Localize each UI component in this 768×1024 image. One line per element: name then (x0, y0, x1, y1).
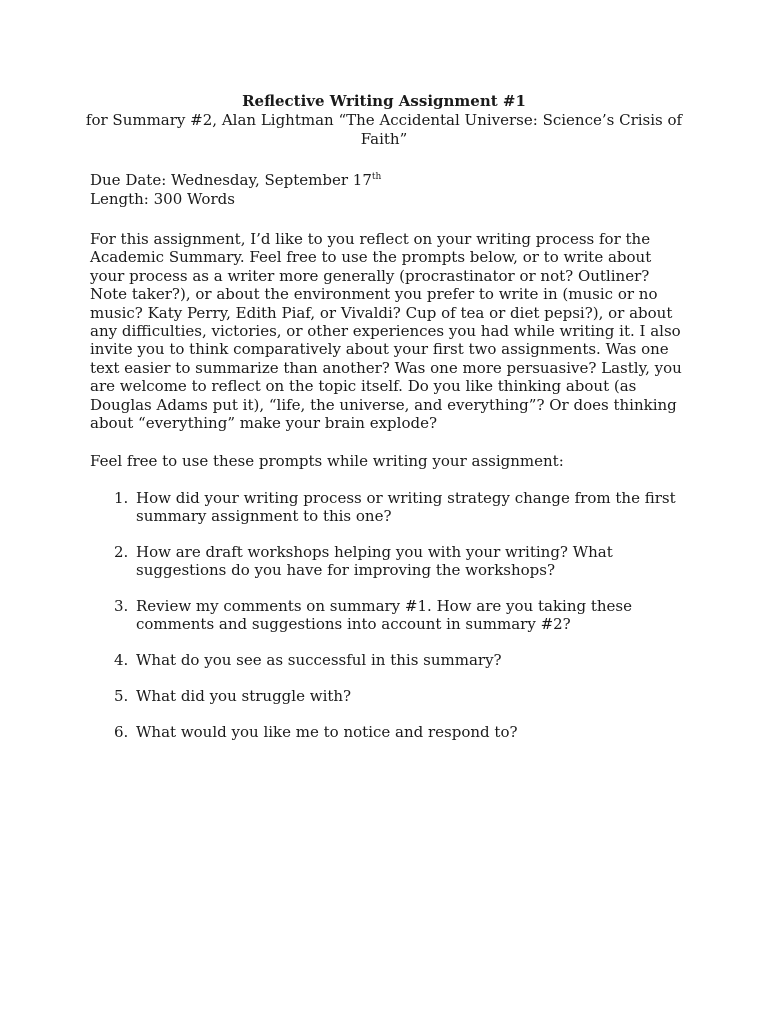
prompts-list (90, 489, 678, 741)
document-subtitle: for Summary #2, Alan Lightman “The Accidental Universe: Science’s Crisis of Faith” (85, 111, 683, 148)
prompt-number: 3. (114, 597, 129, 616)
prompt-number: 6. (114, 723, 129, 742)
list-item (90, 651, 678, 669)
prompt-number: 5. (114, 687, 129, 706)
prompt-number: 2. (114, 543, 129, 562)
prompt-text: How are draft workshops helping you with your writing? What suggestions do you have for improving the workshops? (136, 543, 613, 580)
document-title: Reflective Writing Assignment #1 (242, 92, 526, 110)
list-item (90, 543, 678, 579)
list-item (90, 489, 678, 525)
length: Length: 300 Words (90, 190, 235, 208)
prompt-text: What do you see as successful in this summary? (136, 651, 502, 670)
prompts-intro: Feel free to use these prompts while writing your assignment: (90, 452, 564, 471)
prompt-text: What did you struggle with? (136, 687, 352, 706)
due-date (90, 171, 678, 190)
prompt-text: What would you like me to notice and respond to? (136, 723, 518, 742)
prompt-number: 4. (114, 651, 129, 670)
due-date-suffix: th (371, 172, 382, 182)
prompt-text: Review my comments on summary #1. How are you taking these comments and suggestions into account in summary #2? (136, 597, 633, 634)
prompt-text: How did your writing process or writing strategy change from the first summary assignment to this one? (136, 489, 676, 526)
assignment-description: For this assignment, I’d like to you reflect on your writing process for the Academic Summary. Feel free to use the prompts below, or to write about your process as a writer more generally (procrastinator or not? Outliner? Note taker?), or about the environment you prefer to write in (music or no music? Katy Perry, Edith Piaf, or Vivaldi? Cup of tea or diet pepsi?), or about any difficulties, victories, or other experiences you had while writing it. I also invite you to think comparatively about your first two assignments. Was one text easier to summarize than another? Was one more persuasive? Lastly, you are welcome to reflect on the topic itself. Do you like thinking about (as Douglas Adams put it), “life, the universe, and everything”? Or does thinking about “everything” make your brain explode? (90, 230, 682, 433)
due-date-text: Due Date: Wednesday, September 17 (90, 171, 372, 189)
list-item (90, 723, 678, 741)
assignment-meta (90, 171, 678, 209)
list-item (90, 687, 678, 705)
list-item (90, 597, 678, 633)
prompt-number: 1. (114, 489, 129, 508)
